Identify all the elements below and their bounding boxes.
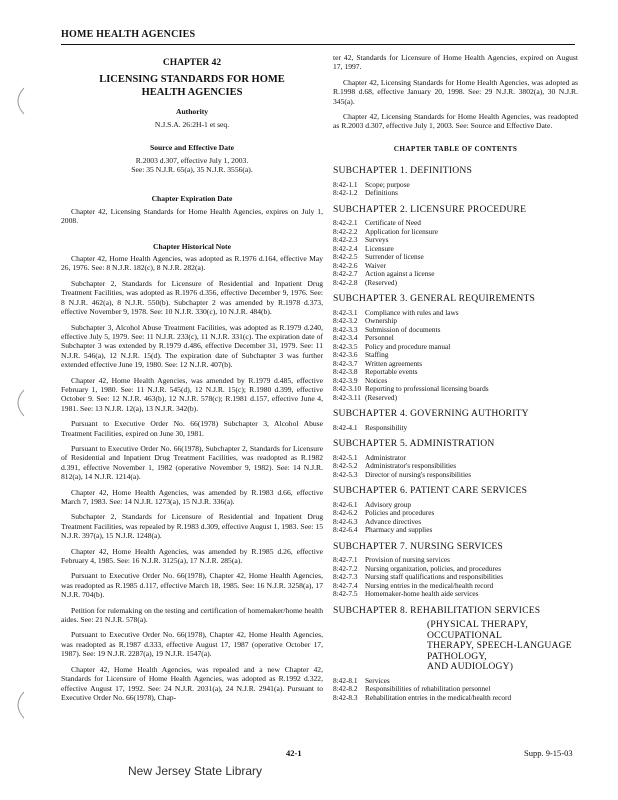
toc-subchapter-title: SUBCHAPTER 3. GENERAL REQUIREMENTS bbox=[333, 293, 536, 305]
toc-section-title: (Reserved) bbox=[365, 277, 398, 287]
toc-section-title: Homemaker-home health aide services bbox=[365, 589, 479, 599]
history-heading: Chapter Historical Note bbox=[153, 241, 231, 251]
toc-section-number: 8:42-3.2 bbox=[333, 316, 358, 326]
toc-section-title: Definitions bbox=[365, 188, 398, 198]
toc-subchapter bbox=[333, 542, 578, 599]
expiration-text: Chapter 42, Licensing Standards for Home Health Agencies, expires on July 1, 2008. bbox=[61, 206, 323, 226]
toc-section-title: Advance directives bbox=[365, 516, 422, 526]
toc-section-title: Administrator's responsibilities bbox=[365, 461, 457, 471]
toc-section-number: 8:42-5.3 bbox=[333, 469, 358, 479]
toc-section-title: Personnel bbox=[365, 333, 394, 343]
table-of-contents bbox=[333, 166, 578, 702]
toc-section-number: 8:42-2.8 bbox=[333, 277, 358, 287]
toc-section-number: 8:42-3.7 bbox=[333, 358, 358, 368]
toc-section-number: 8:42-3.11 bbox=[333, 392, 361, 402]
history-paragraph: Chapter 42, Home Health Agencies, was adopted as R.1976 d.164, effective May 26, 1976. See: 8 N.J.R. 182(c), 8 N.J.R. 282(a). bbox=[61, 254, 323, 273]
toc-section-number: 8:42-7.4 bbox=[333, 580, 358, 590]
library-stamp: New Jersey State Library bbox=[128, 764, 263, 778]
punch-hole-mark bbox=[10, 388, 26, 418]
toc-subchapter bbox=[333, 439, 578, 479]
toc-section-number: 8:42-3.9 bbox=[333, 375, 358, 385]
chapter-title-line: HEALTH AGENCIES bbox=[141, 86, 243, 98]
toc-section-title: Rehabilitation entries in the medical/health record bbox=[365, 692, 512, 702]
toc-section-title: Nursing organization, policies, and procedures bbox=[365, 563, 502, 573]
toc-section-title: Policies and procedures bbox=[365, 508, 435, 518]
history-paragraph: Subchapter 3, Alcohol Abuse Treatment Facilities, was adopted as R.1979 d.240, effective July 5, 1979. See: 11 N.J.R. 233(c), 11 N.J.R. 331(c). The expiration date of Subchapter 3 was extended by R.1979 d.486, effective December 31, 1979. See: 11 N.J.R. 546(a), 12 N.J.R. 15(d). The expiration date of Subchapter 3 was further extended effective June 19, 1980. See: 12 N.J.R. 407(b). bbox=[61, 322, 323, 370]
page-number: 42-1 bbox=[286, 748, 302, 758]
toc-subchapter-title-cont: (PHYSICAL THERAPY, OCCUPATIONAL bbox=[427, 619, 528, 641]
toc-subchapter-title: SUBCHAPTER 6. PATIENT CARE SERVICES bbox=[333, 485, 528, 497]
toc-section-title: Waiver bbox=[365, 260, 386, 270]
toc-section-row bbox=[333, 394, 578, 403]
toc-section-number: 8:42-7.3 bbox=[333, 572, 358, 582]
history-paragraph: Chapter 42, Licensing Standards for Home Health Agencies, was readopted as R.2003 d.307, effective July 1, 2003. See: Source and Effective Date. bbox=[333, 112, 578, 131]
toc-section-title: Submission of documents bbox=[365, 324, 441, 334]
toc-section-row bbox=[333, 279, 578, 288]
toc-subchapter bbox=[333, 166, 578, 198]
toc-section-number: 8:42-1.2 bbox=[333, 188, 358, 198]
history-paragraph: Chapter 42, Home Health Agencies, was amended by R.1983 d.66, effective March 7, 1983. See: 14 N.J.R. 1273(a), 15 N.J.R. 336(a). bbox=[61, 487, 323, 506]
toc-section-number: 8:42-6.4 bbox=[333, 525, 358, 535]
toc-subchapter bbox=[333, 294, 578, 402]
toc-section-number: 8:42-3.4 bbox=[333, 333, 358, 343]
toc-section-row bbox=[333, 424, 578, 433]
toc-subchapter-title: SUBCHAPTER 5. ADMINISTRATION bbox=[333, 438, 495, 450]
toc-section-number: 8:42-3.5 bbox=[333, 341, 358, 351]
toc-section-number: 8:42-2.2 bbox=[333, 226, 358, 236]
toc-section-title: Licensure bbox=[365, 243, 394, 253]
source-heading: Source and Effective Date bbox=[149, 143, 234, 153]
toc-section-number: 8:42-6.3 bbox=[333, 516, 358, 526]
history-paragraph: Pursuant to Executive Order No. 66(1978) Subchapter 3, Alcohol Abuse Treatment Facilities, expired on June 30, 1981. bbox=[61, 419, 323, 438]
toc-section-title: (Reserved) bbox=[365, 392, 398, 402]
chapter-title bbox=[61, 74, 323, 99]
toc-section-title: Surrender of license bbox=[365, 252, 424, 262]
toc-section-title: Reporting to professional licensing boards bbox=[365, 384, 489, 394]
toc-section-title: Scope; purpose bbox=[365, 179, 410, 189]
history-paragraphs bbox=[61, 254, 323, 702]
history-paragraph: Chapter 42, Licensing Standards for Home Health Agencies, was adopted as R.1998 d.68, effective January 20, 1998. See: 29 N.J.R. 3802(a), 30 N.J.R. 345(a). bbox=[333, 77, 578, 106]
toc-section-title: Compliance with rules and laws bbox=[365, 307, 459, 317]
toc-section-row bbox=[333, 526, 578, 535]
toc-section-title: Provision of nursing services bbox=[365, 555, 450, 565]
toc-section-title: Director of nursing's responsibilities bbox=[365, 469, 472, 479]
supplement-date: Supp. 9-15-03 bbox=[524, 748, 573, 758]
toc-section-number: 8:42-3.6 bbox=[333, 350, 358, 360]
toc-section-title: Ownership bbox=[365, 316, 398, 326]
toc-subchapter bbox=[333, 205, 578, 288]
running-header: HOME HEALTH AGENCIES bbox=[61, 29, 196, 40]
toc-section-title: Nursing entries in the medical/health record bbox=[365, 580, 494, 590]
toc-section-number: 8:42-2.5 bbox=[333, 252, 358, 262]
toc-section-number: 8:42-1.1 bbox=[333, 179, 358, 189]
punch-hole-mark bbox=[10, 86, 26, 116]
toc-subchapter bbox=[333, 606, 578, 703]
toc-section-number: 8:42-7.5 bbox=[333, 589, 358, 599]
toc-subchapter-title: SUBCHAPTER 4. GOVERNING AUTHORITY bbox=[333, 408, 529, 420]
toc-section-number: 8:42-3.3 bbox=[333, 324, 358, 334]
source-line: See: 35 N.J.R. 65(a), 35 N.J.R. 3556(a). bbox=[131, 165, 253, 175]
toc-subchapter-title: SUBCHAPTER 8. REHABILITATION SERVICES bbox=[333, 604, 541, 616]
history-paragraph: Pursuant to Executive Order No. 66(1978), Chapter 42, Home Health Agencies, was readopted as R.1987 d.333, effective August 17, 1987 (operative October 17, 1987). See: 19 N.J.R. 2287(a), 19 N.J.R. 1547(a). bbox=[61, 630, 323, 659]
toc-subchapter-title: SUBCHAPTER 1. DEFINITIONS bbox=[333, 165, 473, 177]
toc-section-number: 8:42-8.2 bbox=[333, 684, 358, 694]
toc-section-title: Services bbox=[365, 675, 390, 685]
toc-heading: CHAPTER TABLE OF CONTENTS bbox=[393, 144, 518, 153]
toc-section-number: 8:42-3.10 bbox=[333, 384, 362, 394]
toc-section-number: 8:42-6.2 bbox=[333, 508, 358, 518]
toc-section-title: Certificate of Need bbox=[365, 218, 421, 228]
toc-section-number: 8:42-3.1 bbox=[333, 307, 358, 317]
toc-section-number: 8:42-6.1 bbox=[333, 499, 358, 509]
history-paragraph: Pursuant to Executive Order No. 66(1978), Subchapter 2, Standards for Licensure of Residential and Inpatient Drug Treatment Facilities, was readopted as R.1982 d.391, effective November 1, 1982 (operative November 9, 1982). See: 14 N.J.R. 812(a), 14 N.J.R. 1214(a). bbox=[61, 443, 323, 482]
toc-section-number: 8:42-3.8 bbox=[333, 367, 358, 377]
toc-section-number: 8:42-2.7 bbox=[333, 269, 358, 279]
toc-section-title: Responsibility bbox=[365, 422, 408, 432]
toc-section-title: Action against a license bbox=[365, 269, 435, 279]
toc-section-row bbox=[333, 189, 578, 198]
toc-section-title: Policy and procedure manual bbox=[365, 341, 451, 351]
toc-section-row bbox=[333, 471, 578, 480]
toc-section-number: 8:42-5.1 bbox=[333, 452, 358, 462]
toc-section-title: Responsibilities of rehabilitation personnel bbox=[365, 684, 491, 694]
toc-section-title: Notices bbox=[365, 375, 388, 385]
toc-section-title: Pharmacy and supplies bbox=[365, 525, 433, 535]
toc-section-number: 8:42-7.2 bbox=[333, 563, 358, 573]
authority-heading: Authority bbox=[175, 107, 209, 117]
toc-section-number: 8:42-5.2 bbox=[333, 461, 358, 471]
punch-hole-mark bbox=[10, 690, 26, 720]
history-paragraph: Petition for rulemaking on the testing and certification of homemaker/home health aides. See: 21 N.J.R. 578(a). bbox=[61, 605, 323, 625]
history-paragraph: Chapter 42, Home Health Agencies, was repealed and a new Chapter 42, Standards for Licensure of Home Health Agencies, was adopted as R.1992 d.322, effective August 17, 1992. See: 24 N.J.R. 2031(a), 24 N.J.R. 2941(a). Pursuant to Executive Order No. 66(1978), Chap- bbox=[61, 664, 323, 702]
toc-section-title: Administrator bbox=[365, 452, 406, 462]
history-paragraph: Chapter 42, Home Health Agencies, was amended by R.1979 d.485, effective February 1, 1980. See: 11 N.J.R. 545(d), 12 N.J.R. 15(c); R.1980 d.399, effective October 9. See: 12 N.J.R. 463(b), 12 N.J.R. 578(c); R.1981 d.157, effective June 4, 1981. See: 13 N.J.R. 12(a), 13 N.J.R. 342(b). bbox=[61, 375, 323, 413]
toc-section-number: 8:42-8.1 bbox=[333, 675, 358, 685]
chapter-title-line: LICENSING STANDARDS FOR HOME bbox=[99, 74, 285, 86]
source-line: R.2003 d.307, effective July 1, 2003. bbox=[135, 155, 249, 165]
toc-section-number: 8:42-2.4 bbox=[333, 243, 358, 253]
toc-subchapter-title-cont: AND AUDIOLOGY) bbox=[427, 661, 514, 673]
toc-section-row bbox=[333, 590, 578, 599]
history-paragraph: Subchapter 2, Standards for Licensure of Residential and Inpatient Drug Treatment Facilities, was repealed by R.1983 d.309, effective August 1, 1983. See: 15 N.J.R. 397(a), 15 N.J.R. 1248(a). bbox=[61, 512, 323, 541]
toc-section-number: 8:42-2.1 bbox=[333, 218, 358, 228]
chapter-number: CHAPTER 42 bbox=[162, 58, 222, 68]
right-column bbox=[333, 53, 578, 702]
history-paragraph: Chapter 42, Home Health Agencies, was amended by R.1985 d.26, effective February 4, 1985. See: 16 N.J.R. 3125(a), 17 N.J.R. 285(a). bbox=[61, 546, 323, 566]
history-paragraph: Pursuant to Executive Order No. 66(1978), Chapter 42, Home Health Agencies, was readopted as R.1985 d.117, effective March 18, 1985. See: 16 N.J.R. 3258(a), 17 N.J.R. 704(b). bbox=[61, 571, 323, 600]
history-paragraph: Subchapter 2, Standards for Licensure of Residential and Inpatient Drug Treatment Facilities, was adopted as R.1976 d.356, effective December 9, 1976. See: 8 N.J.R. 462(a), 8 N.J.R. 550(b). Subchapter 2 was amended by R.1978 d.373, effective November 9, 1978. See: 10 N.J.R. 330(c), 10 N.J.R. 484(b). bbox=[61, 278, 323, 317]
toc-section-number: 8:42-7.1 bbox=[333, 555, 358, 565]
toc-section-title: Staffing bbox=[365, 350, 389, 360]
toc-section-title: Reportable events bbox=[365, 367, 418, 377]
expiration-heading: Chapter Expiration Date bbox=[151, 194, 233, 204]
header-rule bbox=[61, 44, 575, 45]
toc-section-number: 8:42-8.3 bbox=[333, 692, 358, 702]
authority-text: N.J.S.A. 26:2H-1 et seq. bbox=[154, 119, 230, 129]
toc-section-title: Advisory group bbox=[365, 499, 412, 509]
toc-section-title: Application for licensure bbox=[365, 226, 438, 236]
left-column bbox=[61, 53, 323, 708]
toc-section-title: Surveys bbox=[365, 235, 389, 245]
toc-subchapter-title: SUBCHAPTER 7. NURSING SERVICES bbox=[333, 540, 503, 552]
toc-section-number: 8:42-4.1 bbox=[333, 422, 358, 432]
toc-subchapter bbox=[333, 409, 578, 432]
toc-subchapter-title-cont: THERAPY, SPEECH-LANGUAGE PATHOLOGY, bbox=[427, 640, 572, 662]
toc-subchapter bbox=[333, 486, 578, 535]
toc-section-row bbox=[333, 694, 578, 703]
toc-section-title: Written agreements bbox=[365, 358, 423, 368]
toc-subchapter-title: SUBCHAPTER 2. LICENSURE PROCEDURE bbox=[333, 203, 527, 215]
toc-section-title: Nursing staff qualifications and responsibilities bbox=[365, 572, 504, 582]
history-paragraph-continued: ter 42, Standards for Licensure of Home Health Agencies, expired on August 17, 1997. bbox=[333, 53, 578, 72]
toc-section-number: 8:42-2.6 bbox=[333, 260, 358, 270]
toc-section-number: 8:42-2.3 bbox=[333, 235, 358, 245]
